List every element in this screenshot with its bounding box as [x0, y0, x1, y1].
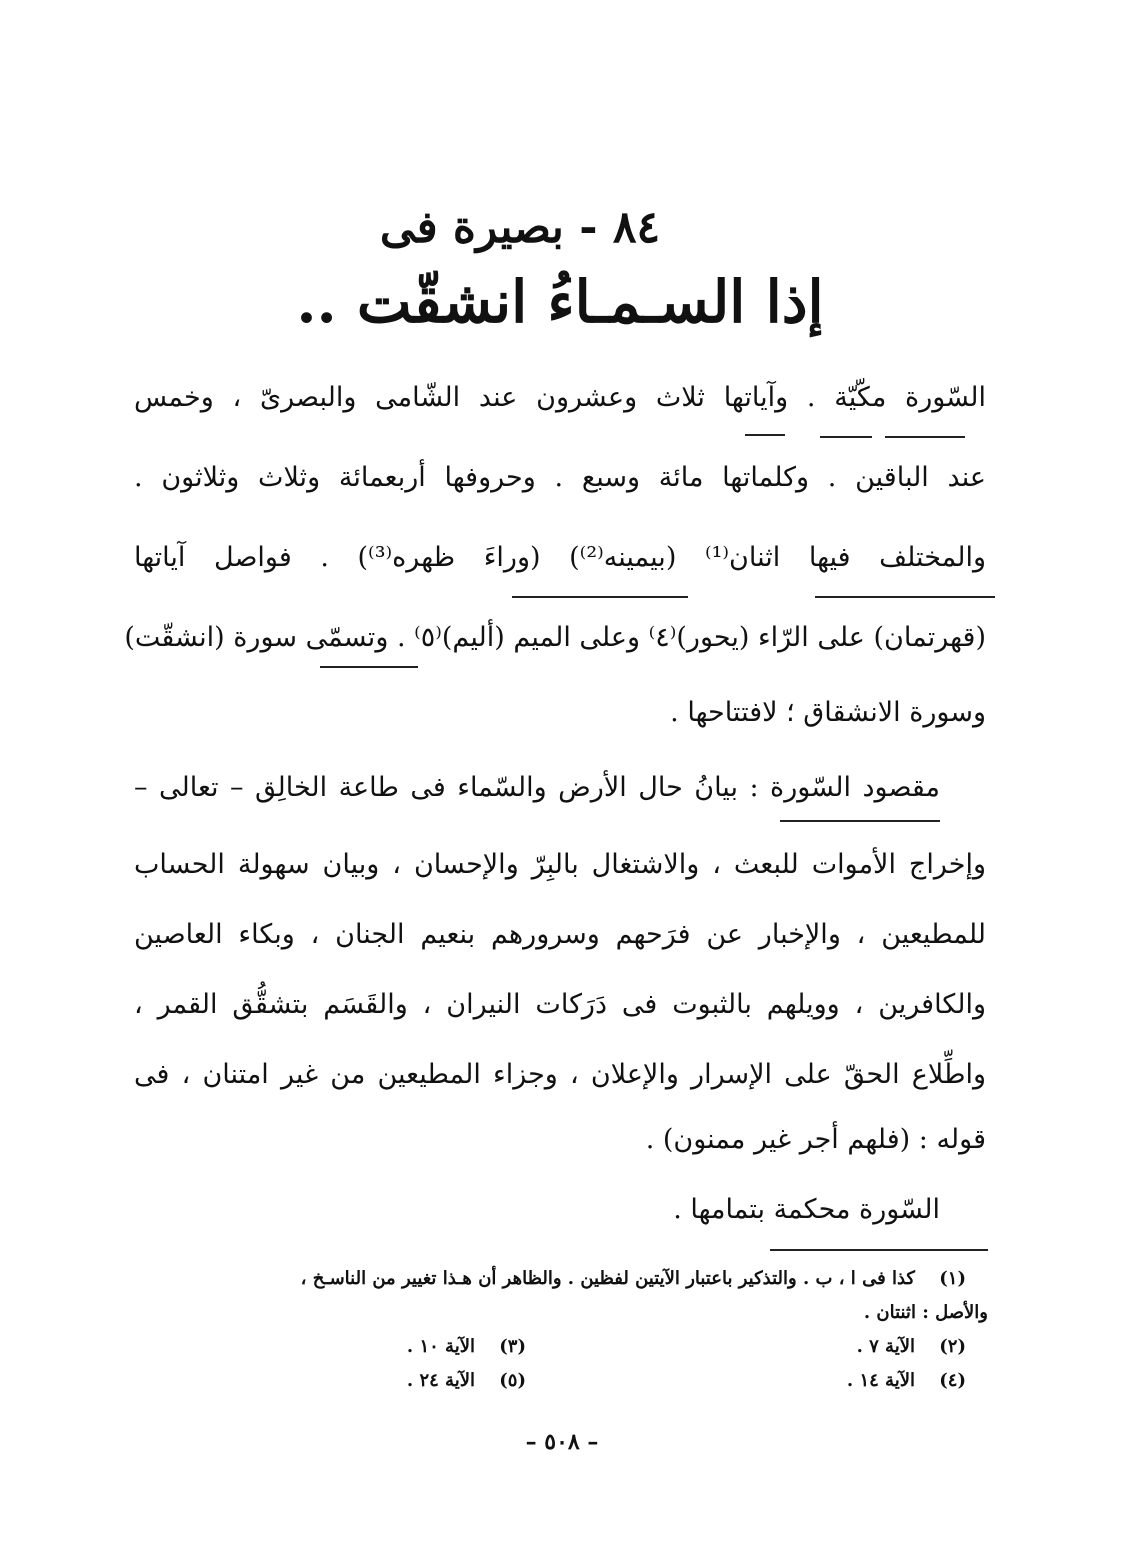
footnote-1-number: (١) — [939, 1268, 966, 1289]
underline-mark — [780, 820, 940, 822]
body-line-1: السّورة مكّيّة . وآياتها ثلاث وعشرون عند الشّامى والبصرىّ ، وخمس — [134, 382, 986, 413]
underline-mark — [745, 434, 785, 436]
footnote-5-text: الآية ٢٤ . — [406, 1370, 475, 1391]
footnote-1-continuation: والأصل : اثنتان . — [863, 1302, 988, 1323]
underline-mark — [820, 436, 872, 438]
footnote-2-number: (٢) — [939, 1336, 966, 1357]
footnote-2-text: الآية ٧ . — [856, 1336, 915, 1357]
body-line-9: والكافرين ، وويلهم بالثبوت فى دَرَكات النيران ، والقَسَم بتشقُّق القمر ، — [134, 989, 986, 1020]
body-line-8: للمطيعين ، والإخبار عن فرَحهم وسرورهم بنعيم الجنان ، وبكاء العاصين — [134, 919, 986, 950]
footnote-3-number: (٣) — [499, 1336, 526, 1357]
footnote-5 — [407, 1368, 526, 1394]
footnote-4-number: (٤) — [939, 1370, 966, 1391]
section-number-heading: ٨٤ - بصيرة فى — [379, 202, 661, 253]
footnote-3-text: الآية ١٠ . — [406, 1336, 475, 1357]
body-line-7: وإخراج الأموات للبعث ، والاشتغال بالبِرّ والإحسان ، وبيان سهولة الحساب — [134, 849, 986, 880]
body-line-6: مقصود السّورة : بيانُ حال الأرض والسّماء فى طاعة الخالِق – تعالى – — [134, 772, 940, 803]
body-line-3: والمختلف فيها اثنان⁽¹⁾ (بيمينه⁽²⁾) (وراءَ ظهره⁽³⁾) . فواصل آياتها — [134, 542, 987, 573]
body-line-5: وسورة الانشقاق ؛ لافتتاحها . — [670, 697, 986, 728]
body-line-10: واطِّلاع الحقّ على الإسرار والإعلان ، وجزاء المطيعين من غير امتنان ، فى — [134, 1059, 986, 1090]
underline-mark — [320, 666, 418, 668]
footnote-1-text: كذا فى ا ، ب . والتذكير باعتبار الآيتين لفظين . والظاهر أن هـذا تغيير من الناسـخ ، — [300, 1268, 915, 1289]
underline-mark — [512, 596, 688, 598]
footnote-3 — [407, 1334, 526, 1360]
underline-mark — [815, 596, 995, 598]
footnote-1 — [301, 1266, 966, 1292]
page-number: – ٥٠٨ – — [525, 1429, 599, 1455]
body-line-11: قوله : (فلهم أجر غير ممنون) . — [645, 1124, 986, 1155]
body-line-12: السّورة محكمة بتمامها . — [673, 1194, 940, 1225]
footnote-4-text: الآية ١٤ . — [846, 1370, 915, 1391]
footnote-divider — [770, 1249, 988, 1251]
surah-title: إذا السـمـاءُ انشقّت .. — [296, 268, 824, 336]
footnote-2 — [857, 1334, 966, 1360]
underline-mark — [885, 436, 965, 438]
body-line-2: عند الباقين . وكلماتها مائة وسبع . وحروفها أربعمائة وثلاث وثلاثون . — [134, 462, 986, 493]
body-line-4: (قهرتمان) على الرّاء (يحور)⁽٤⁾ وعلى الميم (أليم)⁽٥⁾ . وتسمّى سورة (انشقّت) — [124, 622, 986, 653]
footnote-4 — [847, 1368, 966, 1394]
footnote-5-number: (٥) — [499, 1370, 526, 1391]
